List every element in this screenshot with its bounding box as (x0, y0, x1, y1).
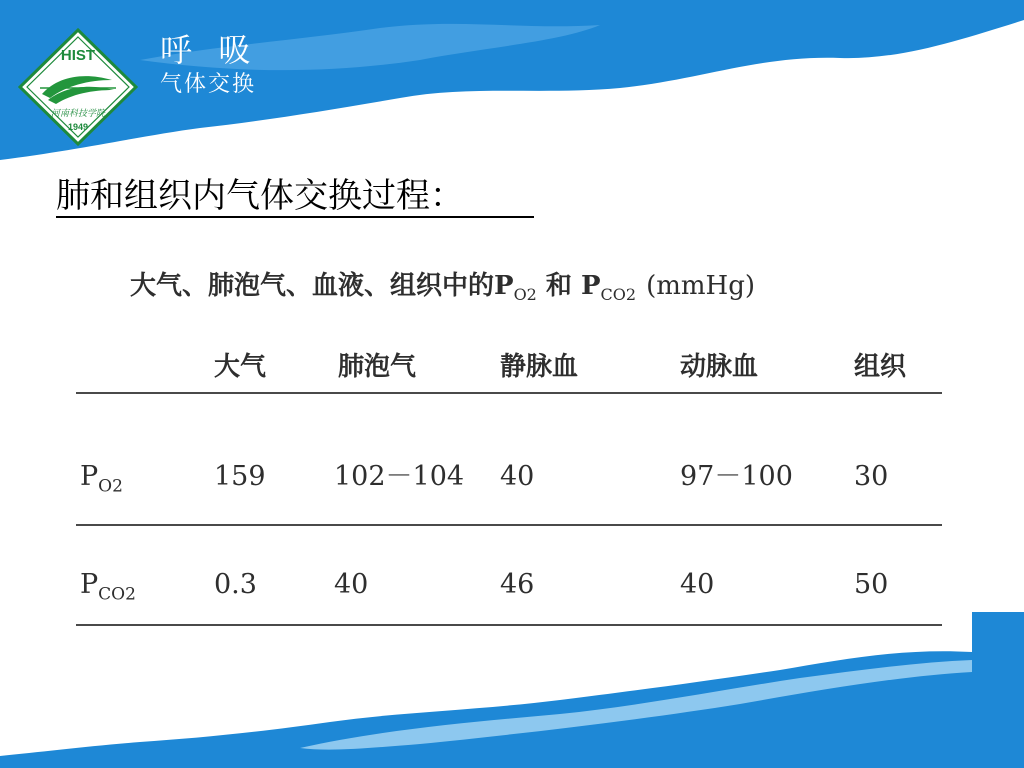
gas-pressure-table (76, 262, 942, 630)
table-rule (76, 524, 942, 526)
table-cell: 30 (854, 461, 889, 492)
row-label-main: P (80, 461, 99, 492)
column-header: 肺泡气 (338, 352, 417, 382)
caption-mid: 和 P (536, 271, 601, 301)
table-cell: 46 (500, 569, 535, 600)
table-cell: 0.3 (214, 569, 257, 600)
caption-o2-sub: O2 (513, 285, 537, 305)
row-label (80, 460, 123, 503)
logo-top-text: HIST (60, 47, 96, 64)
logo-name-text: 河南科技学院 (50, 109, 106, 119)
table-caption (130, 268, 755, 313)
table-rule (76, 392, 942, 394)
slide-title: 呼 吸 (160, 31, 253, 69)
school-logo (18, 28, 138, 146)
slide-subtitle: 气体交换 (160, 72, 257, 97)
column-header: 大气 (214, 352, 267, 382)
table-cell: 40 (334, 569, 369, 600)
table-cell: 40 (680, 569, 715, 600)
row-label-sub: CO2 (98, 584, 136, 605)
table-rule (76, 624, 942, 626)
table-cell: 97－100 (680, 461, 793, 492)
caption-co2-sub: CO2 (600, 285, 637, 305)
column-header: 组织 (854, 352, 907, 382)
row-label-sub: O2 (98, 476, 123, 497)
caption-prefix: 大气、肺泡气、血液、组织中的P (130, 271, 514, 301)
bottom-banner (0, 612, 1024, 768)
table-cell: 50 (854, 569, 889, 600)
column-header: 静脉血 (500, 352, 579, 382)
table-cell: 102－104 (334, 461, 465, 492)
caption-unit: (mmHg) (646, 271, 755, 301)
row-label (80, 568, 136, 611)
section-heading: 肺和组织内气体交换过程： (56, 176, 534, 218)
top-banner (0, 0, 1024, 160)
column-header: 动脉血 (680, 352, 759, 382)
table-cell: 159 (214, 461, 266, 492)
table-cell: 40 (500, 461, 535, 492)
logo-year: 1949 (67, 122, 89, 132)
row-label-main: P (80, 569, 99, 600)
